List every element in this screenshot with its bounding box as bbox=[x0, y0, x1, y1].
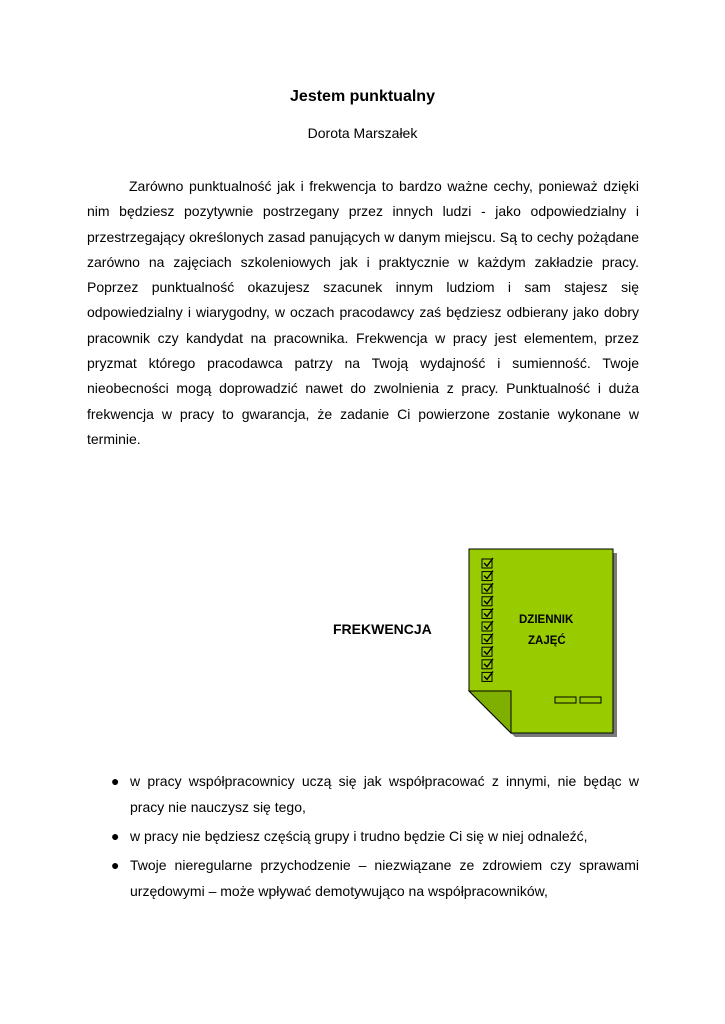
bullet-list bbox=[87, 768, 639, 907]
list-item-text: Twoje nieregularne przychodzenie – niezwiązane ze zdrowiem czy sprawami urzędowymi – może wpływać demotywująco na współpracowników, bbox=[130, 857, 639, 899]
intro-paragraph: Zarówno punktualność jak i frekwencja to bardzo ważne cechy, ponieważ dzięki nim będziesz pozytywnie postrzegany przez innych ludzi - jako odpowiedzialny i przestrzegający określonych zasad panujących w danym miejscu. Są to cechy pożądane zarówno na zajęciach szkoleniowych jak i praktycznie w każdym zakładzie pracy. Poprzez punktualność okazujesz szacunek innym ludziom i sam stajesz się odpowiedzialny i wiarygodny, w oczach pracodawcy zaś będziesz odbierany jako dobry pracownik czy kandydat na pracownika. Frekwencja w pracy jest elementem, przez pryzmat którego pracodawca patrzy na Twoją wydajność i sumienność. Twoje nieobecności mogą doprowadzić nawet do zwolnienia z pracy. Punktualność i duża frekwencja w pracy to gwarancja, że zadanie Ci powierzone zostanie wykonane w terminie. bbox=[87, 178, 639, 447]
figure-label: FREKWENCJA bbox=[333, 621, 432, 637]
document-title: Jestem punktualny bbox=[290, 88, 435, 105]
list-item bbox=[87, 768, 639, 820]
list-item-text: w pracy nie będziesz częścią grupy i trudno będzie Ci się w niej odnaleźć, bbox=[130, 828, 588, 844]
bullet-dot: ● bbox=[111, 857, 120, 873]
document-author: Dorota Marszałek bbox=[307, 125, 418, 141]
list-item bbox=[87, 852, 639, 904]
journal-title-line2: ZAJĘĆ bbox=[528, 635, 566, 647]
journal-title-line1: DZIENNIK bbox=[519, 614, 574, 626]
bullet-dot: ● bbox=[111, 773, 120, 789]
bullet-dot: ● bbox=[111, 828, 120, 844]
list-item bbox=[87, 823, 639, 849]
list-item-text: w pracy współpracownicy uczą się jak współpracować z innymi, nie będąc w pracy nie nauczysz się tego, bbox=[130, 773, 639, 815]
